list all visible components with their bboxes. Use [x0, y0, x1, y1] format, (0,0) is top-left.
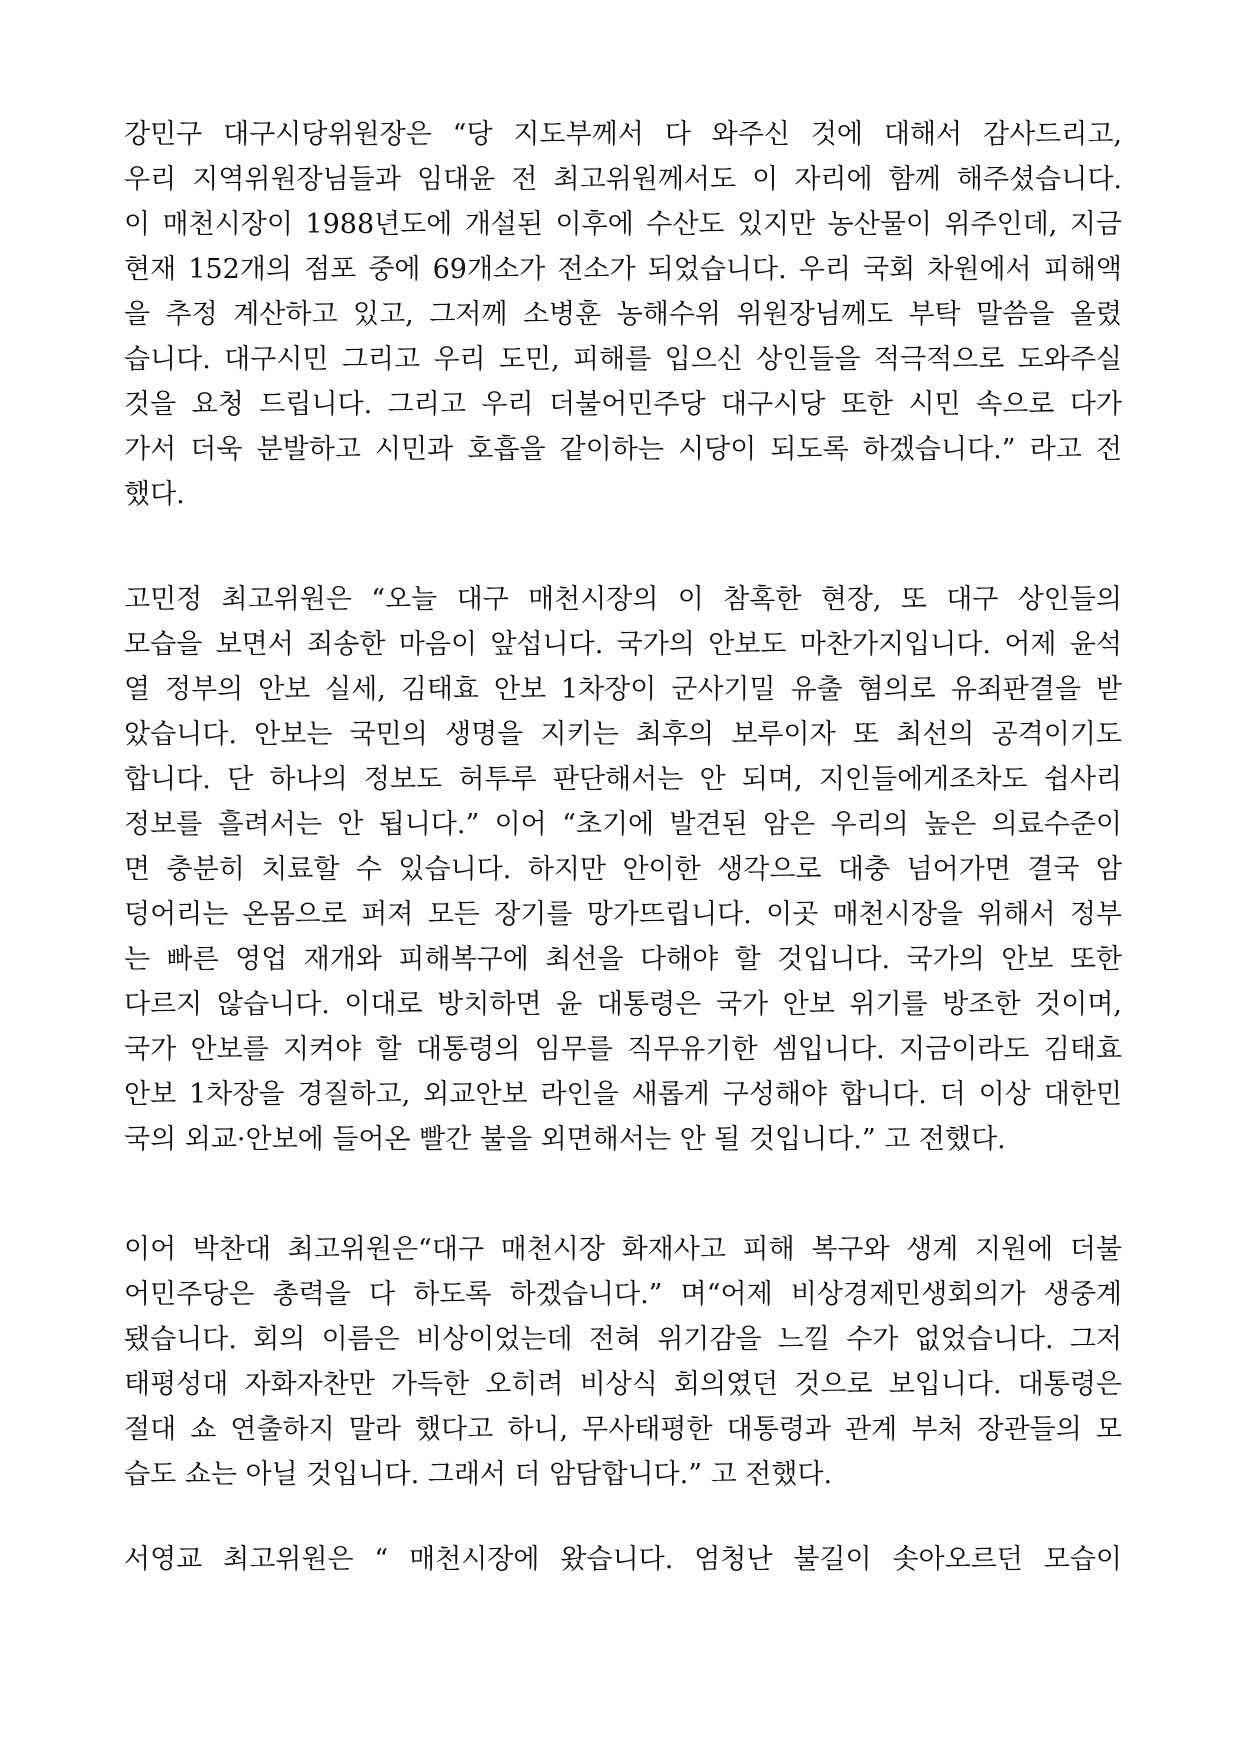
text-line: 됐습니다. 회의 이름은 비상이었는데 전혀 위기감을 느낄 수가 없었습니다. 그저 [124, 1324, 1122, 1355]
text-line: 습니다. 대구시민 그리고 우리 도민, 피해를 입으신 상인들을 적극적으로 도와주실 [124, 344, 1122, 375]
text-line: 이어 박찬대 최고위원은“대구 매천시장 화재사고 피해 복구와 생계 지원에 더불 [124, 1234, 1122, 1265]
paragraph-seo-yeonggyo [124, 1537, 1122, 1582]
text-line: 이 매천시장이 1988년도에 개설된 이후에 수산도 있지만 농산물이 위주인데, 지금 [124, 209, 1122, 240]
text-line: 태평성대 자화자찬만 가득한 오히려 비상식 회의였던 것으로 보입니다. 대통령은 [124, 1369, 1122, 1400]
text-line: 어민주당은 총력을 다 하도록 하겠습니다.” 며“어제 비상경제민생회의가 생중계 [124, 1279, 1122, 1310]
text-line: 는 빠른 영업 재개와 피해복구에 최선을 다해야 할 것입니다. 국가의 안보 또한 [124, 944, 1122, 975]
text-line: 국가 안보를 지켜야 할 대통령의 임무를 직무유기한 셈입니다. 지금이라도 김태효 [124, 1034, 1122, 1065]
paragraph-go-minjeong [124, 577, 1122, 1162]
text-line: 가서 더욱 분발하고 시민과 호흡을 같이하는 시당이 되도록 하겠습니다.” 라고 전 [124, 434, 1122, 465]
text-line: 우리 지역위원장님들과 임대윤 전 최고위원께서도 이 자리에 함께 해주셨습니다. [124, 164, 1122, 195]
text-line: 고민정 최고위원은 “오늘 대구 매천시장의 이 참혹한 현장, 또 대구 상인들의 [124, 584, 1122, 615]
text-line: 서영교 최고위원은 “ 매천시장에 왔습니다. 엄청난 불길이 솟아오르던 모습이 [124, 1544, 1122, 1575]
text-line: 면 충분히 치료할 수 있습니다. 하지만 안이한 생각으로 대충 넘어가면 결국 암 [124, 854, 1122, 885]
text-line: 모습을 보면서 죄송한 마음이 앞섭니다. 국가의 안보도 마찬가지입니다. 어제 윤석 [124, 629, 1122, 660]
text-line: 덩어리는 온몸으로 퍼져 모든 장기를 망가뜨립니다. 이곳 매천시장을 위해서 정부 [124, 899, 1122, 930]
text-line: 현재 152개의 점포 중에 69개소가 전소가 되었습니다. 우리 국회 차원에서 피해액 [124, 254, 1122, 285]
text-line: 열 정부의 안보 실세, 김태효 안보 1차장이 군사기밀 유출 혐의로 유죄판결을 받 [124, 674, 1122, 705]
text-line: 았습니다. 안보는 국민의 생명을 지키는 최후의 보루이자 또 최선의 공격이기도 [124, 719, 1122, 750]
text-line: 것을 요청 드립니다. 그리고 우리 더불어민주당 대구시당 또한 시민 속으로 다가 [124, 389, 1122, 420]
text-line: 다르지 않습니다. 이대로 방치하면 윤 대통령은 국가 안보 위기를 방조한 것이며, [124, 989, 1122, 1020]
text-line: 했다. [124, 479, 185, 510]
paragraph-park-chandae [124, 1227, 1122, 1497]
text-line: 절대 쇼 연출하지 말라 했다고 하니, 무사태평한 대통령과 관계 부처 장관들의 모 [124, 1414, 1122, 1445]
text-line: 안보 1차장을 경질하고, 외교안보 라인을 새롭게 구성해야 합니다. 더 이상 대한민 [124, 1079, 1122, 1110]
text-line: 합니다. 단 하나의 정보도 허투루 판단해서는 안 되며, 지인들에게조차도 쉽사리 [124, 764, 1122, 795]
text-line: 습도 쇼는 아닐 것입니다. 그래서 더 암담합니다.” 고 전했다. [124, 1459, 833, 1490]
paragraph-kang-mingu [124, 112, 1122, 517]
text-line: 을 추정 계산하고 있고, 그저께 소병훈 농해수위 위원장님께도 부탁 말씀을 올렸 [124, 299, 1122, 330]
text-line: 강민구 대구시당위원장은 “당 지도부께서 다 와주신 것에 대해서 감사드리고, [124, 119, 1122, 150]
text-line: 정보를 흘려서는 안 됩니다.” 이어 “초기에 발견된 암은 우리의 높은 의료수준이 [124, 809, 1122, 840]
text-line: 국의 외교·안보에 들어온 빨간 불을 외면해서는 안 될 것입니다.” 고 전했다. [124, 1124, 1006, 1155]
